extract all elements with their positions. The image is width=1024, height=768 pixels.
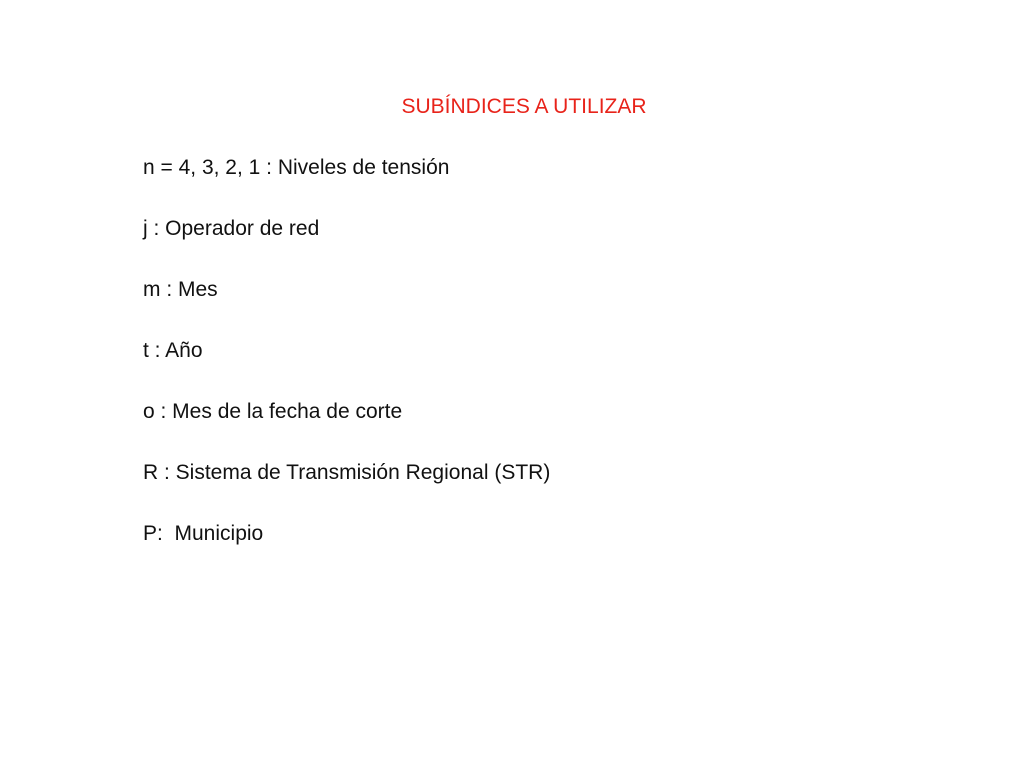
subindex-item-r: R : Sistema de Transmisión Regional (STR) <box>143 461 551 484</box>
slide-title: SUBÍNDICES A UTILIZAR <box>401 95 647 118</box>
subindex-list <box>143 154 550 581</box>
subindex-item-t: t : Año <box>143 339 203 362</box>
subindex-item-n: n = 4, 3, 2, 1 : Niveles de tensión <box>143 156 450 179</box>
subindex-item-m: m : Mes <box>143 278 218 301</box>
subindex-item-p: P: Municipio <box>143 522 264 545</box>
subindex-item-o: o : Mes de la fecha de corte <box>143 400 403 423</box>
subindex-item-j: j : Operador de red <box>143 217 320 240</box>
